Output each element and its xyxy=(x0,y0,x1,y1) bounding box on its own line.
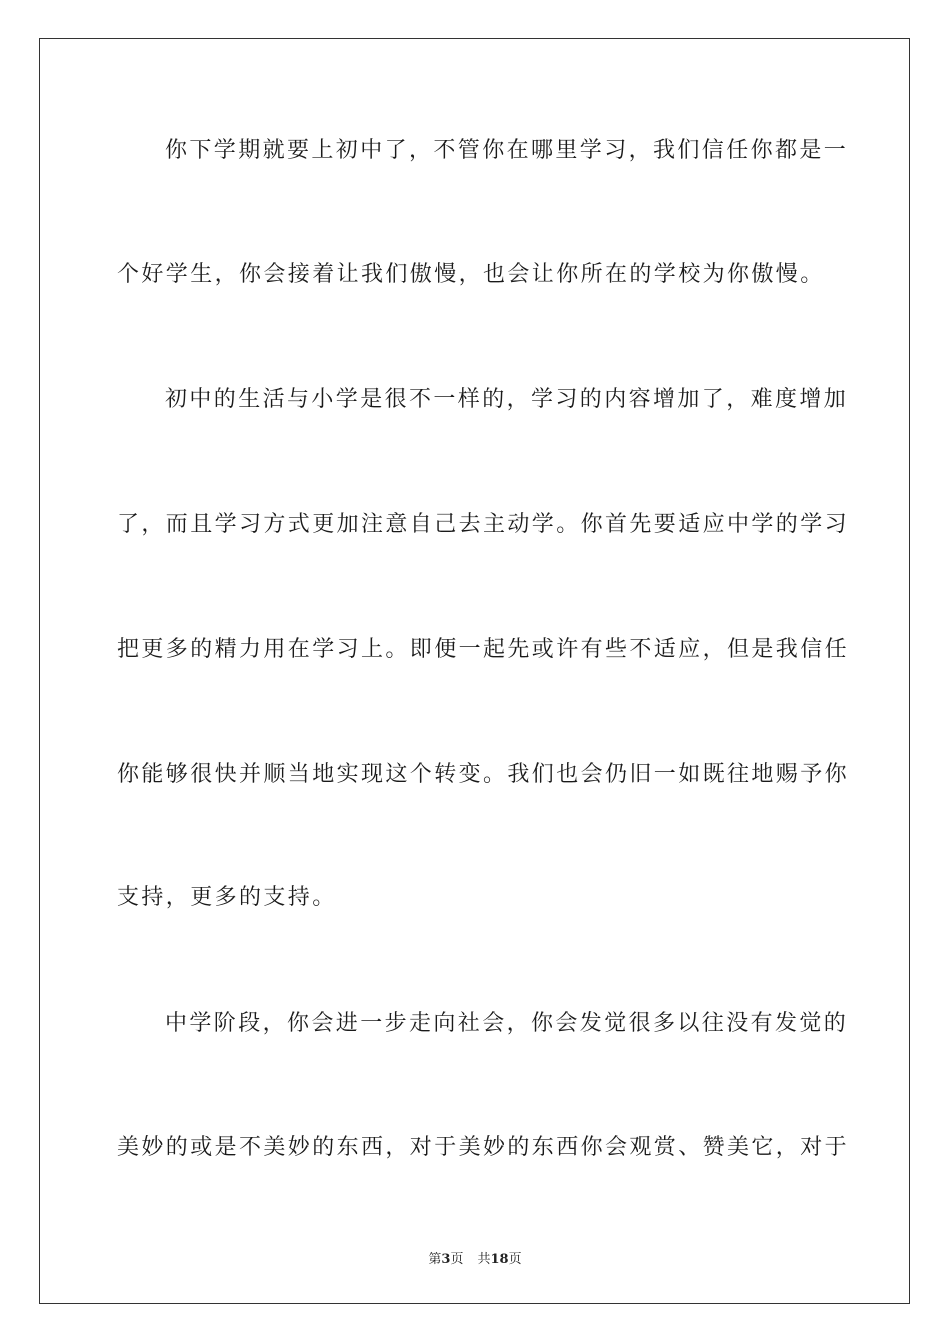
paragraph-line: 支持，更多的支持。 xyxy=(117,885,337,910)
paragraph-line: 了，而且学习方式更加注意自己去主动学。你首先要适应中学的学习 xyxy=(117,512,850,537)
total-suffix: 页 xyxy=(508,1252,522,1267)
page-number: 3 xyxy=(441,1252,451,1267)
paragraph-line: 美妙的或是不美妙的东西，对于美妙的东西你会观赏、赞美它，对于 xyxy=(117,1135,850,1160)
total-pages: 18 xyxy=(490,1252,509,1267)
paragraph-line: 初中的生活与小学是很不一样的，学习的内容增加了，难度增加 xyxy=(165,387,849,412)
page-suffix: 页 xyxy=(450,1252,464,1267)
paragraph-line: 你下学期就要上初中了，不管你在哪里学习，我们信任你都是一 xyxy=(165,138,849,163)
page-border xyxy=(39,38,910,1304)
paragraph-line: 你能够很快并顺当地实现这个转变。我们也会仍旧一如既往地赐予你 xyxy=(117,762,850,787)
paragraph-line: 把更多的精力用在学习上。即便一起先或许有些不适应，但是我信任 xyxy=(117,637,850,662)
page-footer xyxy=(0,1248,950,1267)
paragraph-line: 中学阶段，你会进一步走向社会，你会发觉很多以往没有发觉的 xyxy=(165,1011,849,1036)
paragraph-line: 个好学生，你会接着让我们傲慢，也会让你所在的学校为你傲慢。 xyxy=(117,262,825,287)
page-prefix: 第 xyxy=(428,1252,442,1267)
total-prefix: 共 xyxy=(477,1252,491,1267)
